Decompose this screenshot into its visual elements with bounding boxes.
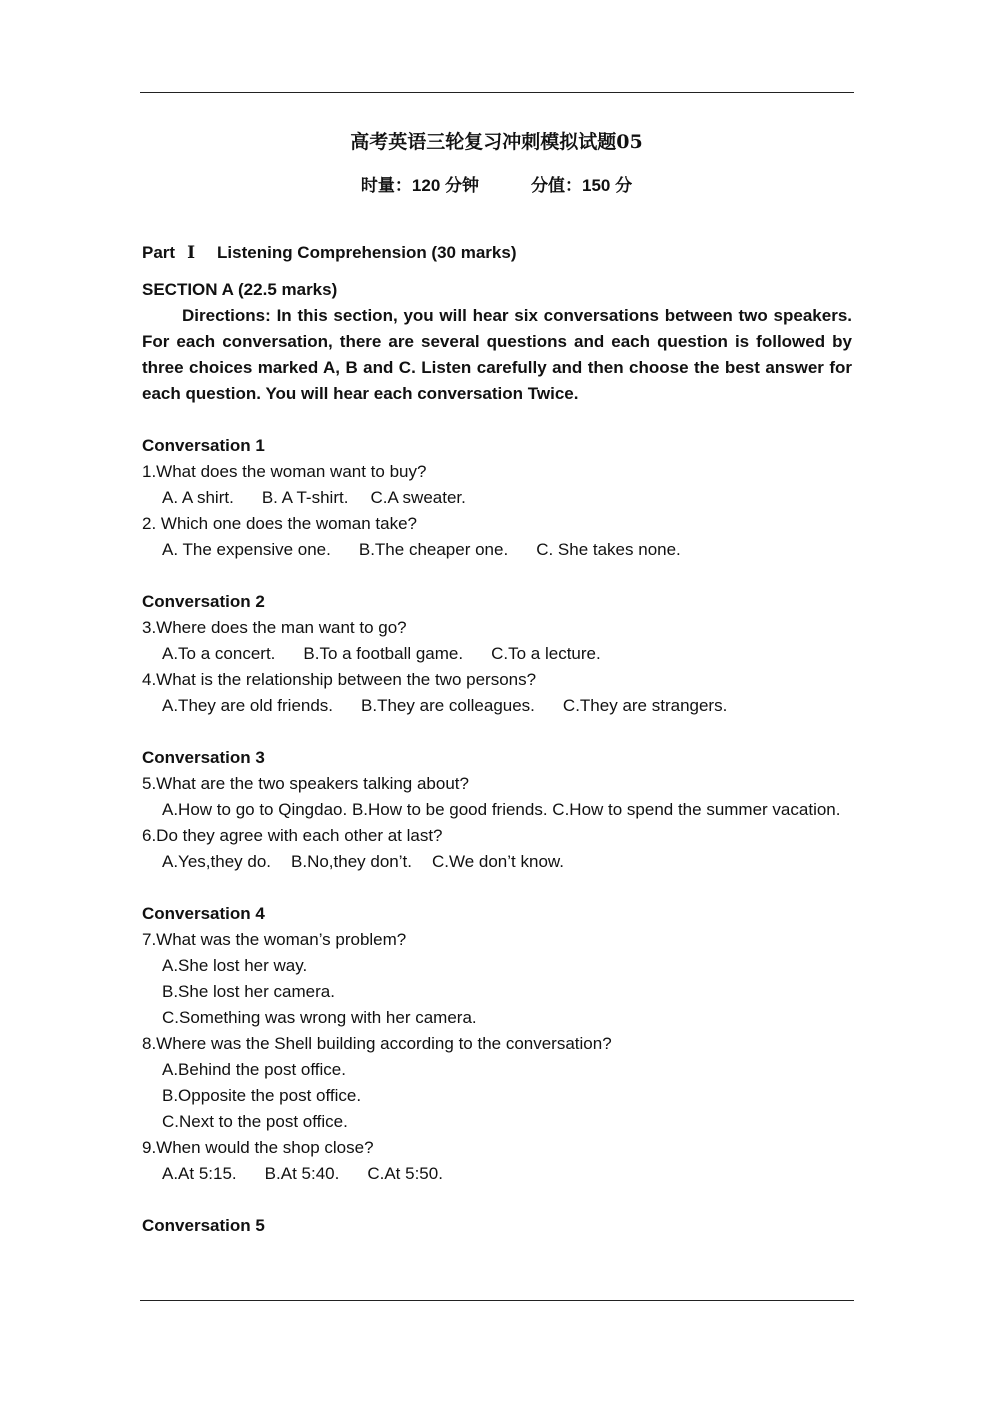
question-6: 6.Do they agree with each other at last?: [142, 826, 443, 845]
part-label: Part: [142, 243, 176, 262]
option-b: B.No,they don’t.: [291, 852, 412, 871]
option-a: A.Yes,they do.: [162, 852, 272, 871]
question-2-options: [142, 537, 852, 563]
conversation-heading: Conversation 4: [142, 904, 265, 923]
option-c: C.Next to the post office.: [162, 1112, 348, 1131]
score-label: 分值：150 分: [531, 176, 633, 195]
part-heading: [142, 240, 852, 266]
option-a: A.Behind the post office.: [162, 1060, 346, 1079]
option-a: A. The expensive one.: [162, 540, 331, 559]
question-4: 4.What is the relationship between the two persons?: [142, 670, 537, 689]
directions: Directions: In this section, you will hear six conversations between two speakers. For each conversation, there are several questions and each question is followed by three choices marked A, B and C. Listen carefully and then choose the best answer for each question. You will hear each conversation Twice.: [142, 306, 852, 403]
question-1: 1.What does the woman want to buy?: [142, 462, 427, 481]
option-b: B.She lost her camera.: [162, 982, 335, 1001]
time-label: 时量：120 分钟: [360, 176, 479, 195]
option-b: B.At 5:40.: [264, 1164, 340, 1183]
option-b: B.Opposite the post office.: [162, 1086, 362, 1105]
conversation-heading: Conversation 3: [142, 748, 265, 767]
question-1-options: [142, 485, 852, 511]
option-b: B. A T-shirt.: [261, 488, 349, 507]
footer-rule: [140, 1300, 854, 1301]
option-c: C.At 5:50.: [367, 1164, 443, 1183]
option-c: C.We don’t know.: [431, 852, 564, 871]
section-heading: SECTION A (22.5 marks): [142, 280, 338, 299]
option-a: A.They are old friends.: [162, 696, 334, 715]
option-a: A.To a concert.: [162, 644, 276, 663]
conversation-heading: Conversation 5: [142, 1216, 265, 1235]
question-4-options: [142, 693, 852, 719]
option-b: B.To a football game.: [303, 644, 464, 663]
question-3-options: [142, 641, 852, 667]
header-rule: [140, 92, 854, 93]
option-c: C. She takes none.: [536, 540, 681, 559]
option-a: A.She lost her way.: [162, 956, 308, 975]
exam-meta: [0, 173, 993, 199]
exam-content: [142, 240, 852, 1239]
question-5-options: A.How to go to Qingdao. B.How to be good friends. C.How to spend the summer vacation.: [162, 800, 841, 819]
conversation-heading: Conversation 1: [142, 436, 265, 455]
part-numeral: Ⅰ: [187, 243, 196, 263]
document-title: 高考英语三轮复习冲刺模拟试题05: [350, 131, 643, 153]
option-b: B.The cheaper one.: [358, 540, 509, 559]
part-title: Listening Comprehension (30 marks): [217, 243, 517, 262]
option-b: B.They are colleagues.: [361, 696, 535, 715]
conversation-heading: Conversation 2: [142, 592, 265, 611]
question-8: 8.Where was the Shell building according to the conversation?: [142, 1034, 612, 1053]
option-a: A.At 5:15.: [162, 1164, 237, 1183]
option-c: C.A sweater.: [370, 488, 466, 507]
question-2: 2. Which one does the woman take?: [142, 514, 417, 533]
option-c: C.They are strangers.: [562, 696, 728, 715]
question-6-options: [142, 849, 852, 875]
question-9-options: [142, 1161, 852, 1187]
question-3: 3.Where does the man want to go?: [142, 618, 407, 637]
question-7: 7.What was the woman’s problem?: [142, 930, 407, 949]
option-a: A. A shirt.: [162, 488, 234, 507]
question-9: 9.When would the shop close?: [142, 1138, 374, 1157]
option-c: C.Something was wrong with her camera.: [162, 1008, 477, 1027]
question-5: 5.What are the two speakers talking about?: [142, 774, 469, 793]
option-c: C.To a lecture.: [491, 644, 601, 663]
